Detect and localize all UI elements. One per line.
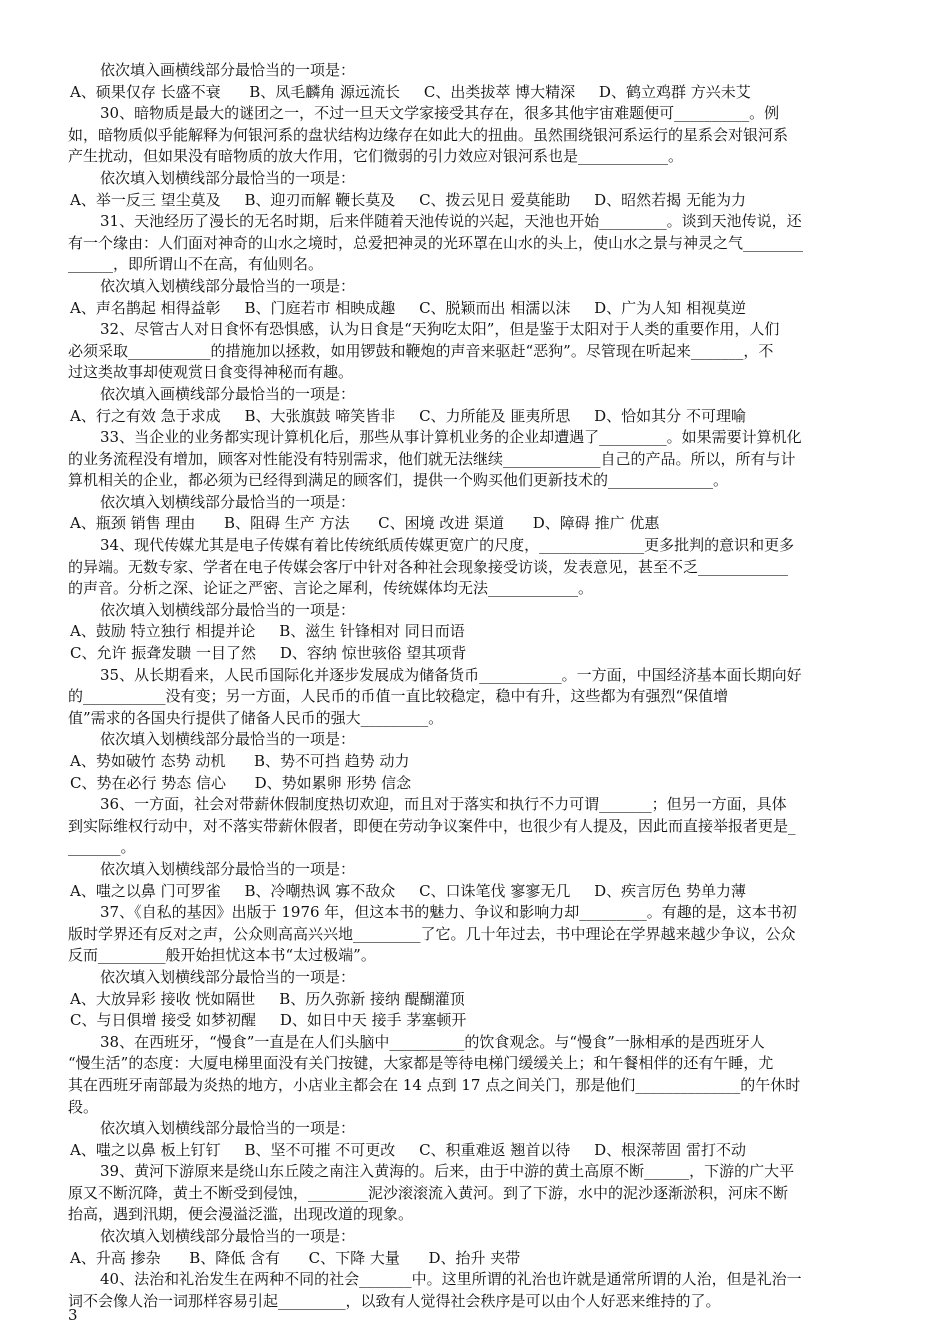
text-line: 版时学界还有反对之声，公众则高高兴兴地_________了它。几十年过去，书中理论在学界越来越少争议，公众 (68, 924, 796, 943)
text-line: 如，暗物质似乎能解释为何银河系的盘状结构边缘存在如此大的扭曲。虽然围绕银河系运行的星系会对银河系 (68, 125, 789, 144)
text-line: 抬高，遇到汛期，便会漫溢泛滥，出现改道的现象。 (68, 1205, 414, 1224)
text-line: 词不会像人治一词那样容易引起_________，以致有人觉得社会秩序是可以由个人好恶来维持的了。 (68, 1291, 721, 1310)
page-number: 3 (68, 1306, 78, 1324)
text-line: A、行之有效 急于求成 B、大张旗鼓 啼笑皆非 C、力所能及 匪夷所思 D、恰如其分 不可理喻 (70, 406, 746, 425)
text-line: 31、天池经历了漫长的无名时期，后来伴随着天池传说的兴起，天池也开始_________。谈到天池传说，还 (100, 212, 802, 231)
text-line: C、与日俱增 接受 如梦初醒 D、如日中天 接手 茅塞顿开 (70, 1011, 467, 1030)
text-line: 依次填入划横线部分最恰当的一项是： (100, 600, 356, 619)
text-line: 产生扰动，但如果没有暗物质的放大作用，它们微弱的引力效应对银河系也是____________。 (68, 147, 684, 166)
text-line: 有一个缘由：人们面对神奇的山水之境时，总爱把神灵的光环罩在山水的头上，使山水之景与神灵之气________ (68, 233, 804, 252)
text-line: 的异端。无数专家、学者在电子传媒会客厅中针对各种社会现象接受访谈，发表意见，甚至不乏____________ (68, 557, 789, 576)
text-line: 依次填入划横线部分最恰当的一项是： (100, 1227, 356, 1246)
text-line: C、允许 振聋发聩 一目了然 D、容纳 惊世骇俗 望其项背 (70, 644, 467, 663)
text-line: 35、从长期看来，人民币国际化并逐步发展成为储备货币___________。一方面，中国经济基本面长期向好 (100, 665, 802, 684)
text-line: 到实际维权行动中，对不落实带薪休假者，即便在劳动争议案件中，也很少有人提及，因此而直接举报者更是_ (68, 816, 796, 835)
text-line: 依次填入画横线部分最恰当的一项是： (100, 61, 356, 79)
text-line: 的声音。分析之深、论证之严密、言论之犀利，传统媒体均无法____________。 (68, 579, 594, 598)
text-line: C、势在必行 势态 信心 D、势如累卵 形势 信念 (70, 773, 412, 792)
text-line: 37、《自私的基因》出版于 1976 年，但这本书的魅力、争议和影响力却_________。有趣的是，这本书初 (100, 903, 797, 922)
text-line: 值”需求的各国央行提供了储备人民币的强大_________。 (68, 708, 444, 727)
text-line: A、势如破竹 态势 动机 B、势不可挡 趋势 动力 (70, 752, 410, 770)
text-line: 34、现代传媒尤其是电子传媒有着比传统纸质传媒更宽广的尺度，______________更多批判的意识和更多 (100, 536, 795, 555)
text-line: 38、在西班牙，“慢食”一直是在人们头脑中__________的饮食观念。与“慢食”一脉相承的是西班牙人 (100, 1032, 765, 1051)
text-line: A、嗤之以鼻 门可罗雀 B、冷嘲热讽 寡不敌众 C、口诛笔伐 寥寥无几 D、疾言厉色 势单力薄 (70, 881, 746, 900)
text-line: 依次填入划横线部分最恰当的一项是： (100, 730, 356, 749)
text-line: 依次填入划横线部分最恰当的一项是： (100, 168, 356, 187)
text-line: 算机相关的企业，都必须为已经得到满足的顾客们，提供一个购买他们更新技术的______________。 (68, 471, 729, 490)
text-line: A、举一反三 望尘莫及 B、迎刃而解 鞭长莫及 C、拨云见日 爱莫能助 D、昭然若揭 无能为力 (70, 190, 746, 209)
text-line: 依次填入划横线部分最恰当的一项是： (100, 492, 356, 511)
text-line: 依次填入划横线部分最恰当的一项是： (100, 967, 356, 986)
text-line: A、升高 掺杂 B、降低 含有 C、下降 大量 D、抬升 夹带 (70, 1248, 521, 1267)
document-body (68, 60, 882, 1312)
text-line: 30、暗物质是最大的谜团之一，不过一旦天文学家接受其存在，很多其他宇宙难题便可__________。例 (100, 104, 780, 123)
text-line: 依次填入画横线部分最恰当的一项是： (100, 384, 356, 403)
text-line: A、硕果仅存 长盛不衰 B、凤毛麟角 源远流长 C、出类拔萃 博大精深 D、鹤立鸡群 方兴未艾 (70, 82, 751, 101)
text-line: 依次填入划横线部分最恰当的一项是： (100, 1119, 356, 1138)
text-line: 39、黄河下游原来是绕山东丘陵之南注入黄海的。后来，由于中游的黄土高原不断______，下游的广大平 (100, 1162, 795, 1181)
text-line: “慢生活”的态度：大厦电梯里面没有关门按键，大家都是等待电梯门缓缓关上；和午餐相伴的还有午睡，尤 (68, 1054, 774, 1073)
text-line: 36、一方面，社会对带薪休假制度热切欢迎，而且对于落实和执行不力可谓_______；但另一方面，具体 (100, 795, 787, 814)
text-line: 依次填入划横线部分最恰当的一项是： (100, 276, 356, 295)
text-line: 的___________没有变；另一方面，人民币的币值一直比较稳定，稳中有升，这些都为有强烈“保值增 (68, 687, 729, 706)
text-line: 33、当企业的业务都实现计算机化后，那些从事计算机业务的企业却遭遇了_________。如果需要计算机化 (100, 428, 802, 447)
text-line: A、鼓励 特立独行 相提并论 B、滋生 针锋相对 同日而语 (70, 622, 465, 641)
text-line: 段。 (68, 1097, 99, 1116)
text-line: 依次填入划横线部分最恰当的一项是： (100, 859, 356, 878)
text-line: 过这类故事却使观赏日食变得神秘而有趣。 (68, 363, 354, 382)
text-line: 必须采取___________的措施加以拯救，如用锣鼓和鞭炮的声音来驱赶“恶狗”。尽管现在听起来_______，不 (68, 341, 774, 360)
text-line: ______，即所谓山不在高，有仙则名。 (68, 255, 324, 274)
text-line: A、声名鹊起 相得益彰 B、门庭若市 相映成趣 C、脱颖而出 相濡以沫 D、广为人知 相视莫逆 (70, 298, 746, 317)
text-line: A、嗤之以鼻 板上钉钉 B、坚不可摧 不可更改 C、积重难返 翘首以待 D、根深蒂固 雷打不动 (70, 1140, 746, 1159)
text-line: _______。 (68, 838, 136, 857)
text-line: 其在西班牙南部最为炎热的地方，小店业主都会在 14 点到 17 点之间关门，那是他们______________的午休时 (68, 1075, 801, 1094)
text-line: 的业务流程没有增加，顾客对性能没有特别需求，他们就无法继续_____________自己的产品。所以，所有与计 (68, 449, 796, 468)
text-line: A、瓶颈 销售 理由 B、阻碍 生产 方法 C、困境 改进 渠道 D、障碍 推广 优惠 (70, 514, 660, 533)
text-line: 反而_________般开始担忧这本书“太过极端”。 (68, 946, 376, 965)
text-line: 32、尽管古人对日食怀有恐惧感，认为日食是“天狗吃太阳”，但是鉴于太阳对于人类的重要作用，人们 (100, 320, 780, 339)
text-line: A、大放异彩 接收 恍如隔世 B、历久弥新 接纳 醍醐灌顶 (70, 989, 465, 1008)
text-line: 原又不断沉降，黄土不断受到侵蚀，________泥沙滚滚流入黄河。到了下游，水中的泥沙逐渐淤积，河床不断 (68, 1183, 789, 1202)
text-line: 40、法治和礼治发生在两种不同的社会_______中。这里所谓的礼治也许就是通常所谓的人治，但是礼治一 (100, 1270, 802, 1289)
